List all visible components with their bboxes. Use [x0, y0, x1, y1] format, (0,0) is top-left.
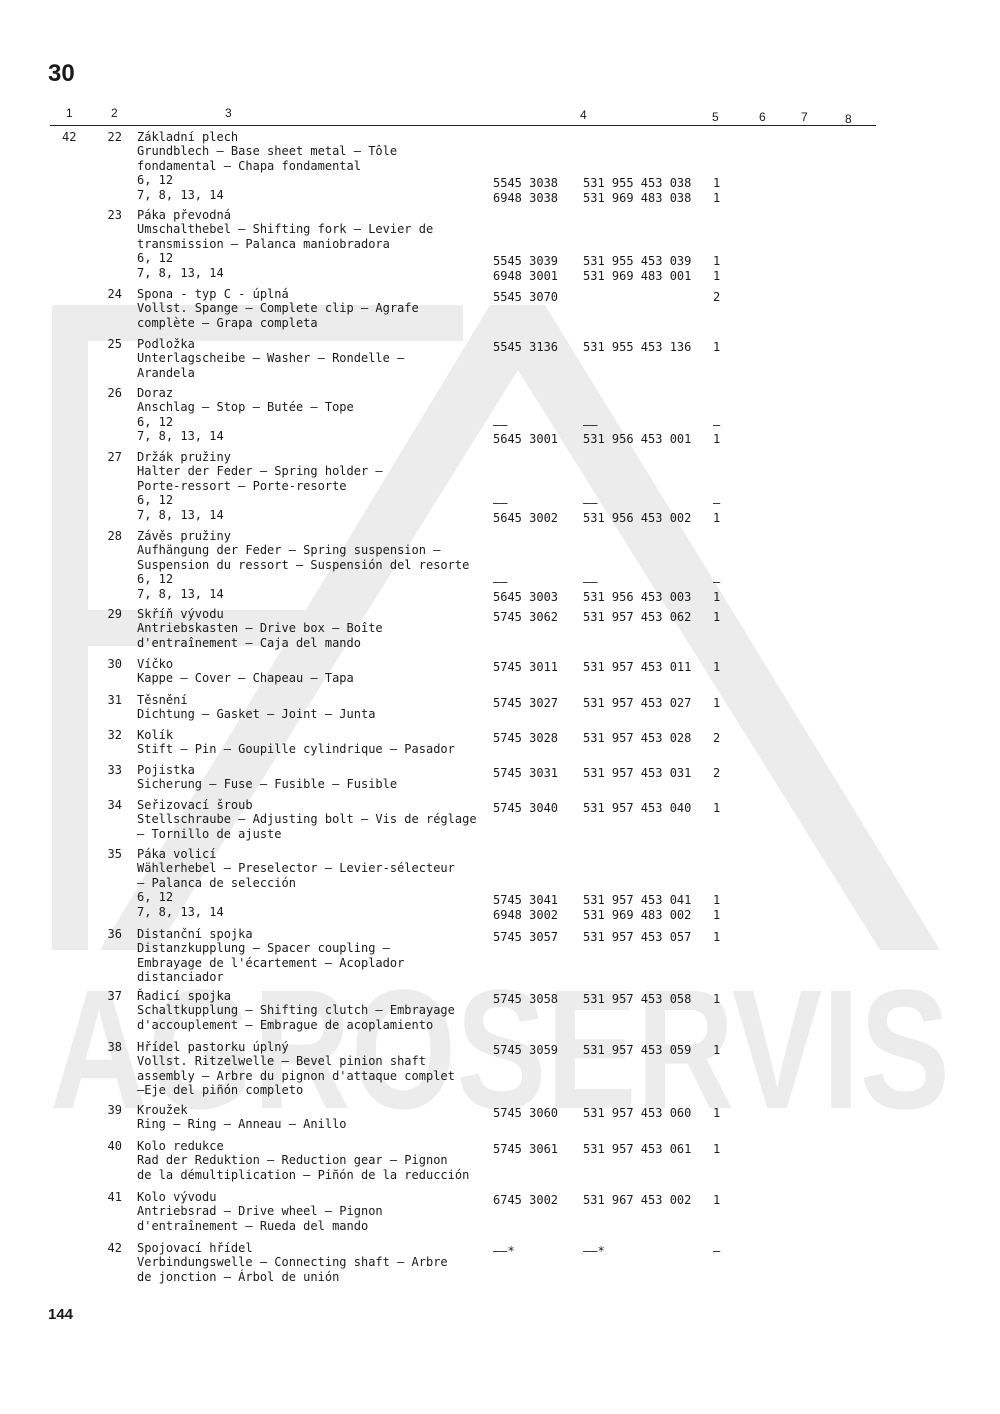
- position-number: 41: [107, 1190, 122, 1204]
- part-number-4: 5545 3038: [493, 176, 559, 191]
- part-description-line: Kappe — Cover — Chapeau — Tapa: [137, 671, 354, 686]
- quantity: 1: [713, 696, 721, 710]
- quantity: 1: [713, 190, 721, 205]
- position-number: 31: [107, 693, 122, 707]
- part-description-line: Vollst. Spange — Complete clip — Agrafe: [137, 301, 419, 316]
- part-number-catalog: 531 957 453 040: [583, 801, 692, 815]
- part-name: Držák pružiny: [137, 450, 231, 464]
- part-number-4: 5745 3059: [493, 1043, 559, 1057]
- part-name: Řadicí spojka: [137, 989, 231, 1003]
- part-description-line: Halter der Feder — Spring holder —: [137, 464, 383, 479]
- column-header-6: 6: [759, 110, 766, 124]
- part-name: Kolík: [137, 728, 174, 742]
- part-name: Závěs pružiny: [137, 529, 231, 543]
- quantity: —: [713, 1244, 721, 1258]
- part-name: Kolo redukce: [137, 1139, 224, 1153]
- part-description-line: fondamental — Chapa fondamental: [137, 158, 361, 173]
- part-number-catalog: 531 957 453 057: [583, 930, 692, 944]
- part-number-4: 5545 3039: [493, 254, 559, 269]
- quantity: 1: [713, 1193, 721, 1207]
- part-description-line: transmission — Palanca maniobradora: [137, 236, 390, 251]
- position-number: 33: [107, 763, 122, 777]
- part-description-line: 7, 8, 13, 14: [137, 586, 224, 601]
- part-description-line: complète — Grapa completa: [137, 315, 318, 330]
- part-description-line: Stellschraube — Adjusting bolt — Vis de réglage: [137, 812, 477, 827]
- section-number: 30: [48, 60, 75, 87]
- part-number-catalog: 531 956 453 001: [583, 432, 692, 447]
- part-number-catalog: 531 967 453 002: [583, 1193, 692, 1207]
- column-header-4: 4: [580, 108, 587, 122]
- page-number: 144: [48, 1306, 74, 1323]
- quantity: 1: [713, 268, 721, 283]
- part-number-4: 5745 3027: [493, 696, 559, 710]
- part-description-line: Dichtung — Gasket — Joint — Junta: [137, 707, 376, 722]
- part-number-catalog: 531 957 453 027: [583, 696, 692, 710]
- position-number: 29: [107, 607, 122, 621]
- column-header-7: 7: [801, 110, 808, 124]
- part-description-line: d'accouplement — Embrague de acoplamiento: [137, 1017, 434, 1032]
- part-description-line: 6, 12: [137, 173, 174, 188]
- part-description-line: 7, 8, 13, 14: [137, 904, 224, 919]
- part-name: Základní plech: [137, 130, 239, 144]
- part-number-catalog: ——: [583, 575, 598, 590]
- part-number-4: 5645 3003: [493, 589, 559, 604]
- part-description-line: 7, 8, 13, 14: [137, 507, 224, 522]
- part-number-4: 5645 3001: [493, 432, 559, 447]
- part-description-line: 7, 8, 13, 14: [137, 187, 224, 202]
- part-number-4: 5745 3040: [493, 801, 559, 815]
- position-number: 37: [107, 989, 122, 1003]
- part-number-catalog: 531 956 453 003: [583, 589, 692, 604]
- part-description-line: 6, 12: [137, 572, 174, 587]
- position-number: 22: [107, 130, 122, 144]
- part-description-line: Embrayage de l'écartement — Acoplador: [137, 955, 405, 970]
- part-description-line: 6, 12: [137, 414, 174, 429]
- quantity: 1: [713, 510, 721, 525]
- part-number-catalog: 531 957 453 059: [583, 1043, 692, 1057]
- position-number: 24: [107, 287, 122, 301]
- quantity: 1: [713, 1043, 721, 1057]
- column-header-3: 3: [225, 106, 232, 120]
- part-name: Podložka: [137, 337, 195, 351]
- part-description-line: Rad der Reduktion — Reduction gear — Pignon: [137, 1153, 448, 1168]
- part-number-catalog: 531 957 453 062: [583, 610, 692, 624]
- quantity: 1: [713, 801, 721, 815]
- part-description-line: Anschlag — Stop — Butée — Tope: [137, 400, 354, 415]
- part-number-catalog: 531 957 453 031: [583, 766, 692, 780]
- part-number-4: ——: [493, 496, 508, 511]
- column-header-5: 5: [712, 110, 719, 124]
- quantity: 1: [713, 660, 721, 674]
- part-number-catalog: 531 955 453 038: [583, 176, 692, 191]
- part-number-4: 5745 3058: [493, 992, 559, 1006]
- part-number-4: 6745 3002: [493, 1193, 559, 1207]
- part-description-line: de jonction — Árbol de unión: [137, 1269, 340, 1284]
- part-number-catalog: 531 957 453 028: [583, 731, 692, 745]
- part-description-line: Grundblech — Base sheet metal — Tôle: [137, 144, 398, 159]
- part-number-4: 5745 3041: [493, 893, 559, 908]
- part-description-line: Umschalthebel — Shifting fork — Levier de: [137, 222, 434, 237]
- part-name: Seřizovací šroub: [137, 798, 253, 812]
- part-description-line: d'entraînement — Caja del mando: [137, 635, 361, 650]
- part-description-line: 7, 8, 13, 14: [137, 429, 224, 444]
- part-number-catalog: 531 955 453 136: [583, 340, 692, 354]
- part-description-line: Ring — Ring — Anneau — Anillo: [137, 1117, 347, 1132]
- part-name: Víčko: [137, 657, 174, 671]
- part-name: Páka volicí: [137, 847, 217, 861]
- part-number-catalog: 531 969 483 002: [583, 907, 692, 922]
- part-description-line: Stift — Pin — Goupille cylindrique — Pasador: [137, 742, 455, 757]
- part-description-line: Sicherung — Fuse — Fusible — Fusible: [137, 777, 398, 792]
- part-name: Kroužek: [137, 1103, 188, 1117]
- part-name: Hřídel pastorku úplný: [137, 1040, 289, 1054]
- part-number-4: ——*: [493, 1244, 515, 1258]
- part-name: Spona - typ C - úplná: [137, 287, 289, 301]
- part-name: Páka převodná: [137, 208, 231, 222]
- part-number-catalog: ——: [583, 417, 598, 432]
- quantity: 1: [713, 992, 721, 1006]
- part-number-4: 6948 3002: [493, 907, 559, 922]
- watermark-text: AGROSERVIS: [50, 955, 950, 1145]
- part-number-catalog: 531 957 453 041: [583, 893, 692, 908]
- header-rule: [50, 125, 876, 126]
- part-description-line: de la démultiplication — Piñón de la reducción: [137, 1167, 470, 1182]
- part-name: Kolo vývodu: [137, 1190, 217, 1204]
- part-number-4: 5545 3070: [493, 290, 559, 304]
- part-number-catalog: 531 957 453 011: [583, 660, 692, 674]
- part-name: Spojovací hřídel: [137, 1241, 253, 1255]
- part-description-line: Aufhängung der Feder — Spring suspension —: [137, 543, 441, 558]
- quantity: 2: [713, 731, 721, 745]
- part-description-line: 6, 12: [137, 493, 174, 508]
- position-number: 34: [107, 798, 122, 812]
- part-number-catalog: 531 955 453 039: [583, 254, 692, 269]
- part-description-line: 6, 12: [137, 251, 174, 266]
- part-number-catalog: 531 969 483 038: [583, 190, 692, 205]
- quantity: 1: [713, 1142, 721, 1156]
- part-number-catalog: ——*: [583, 1244, 605, 1258]
- group-number: 42: [62, 130, 77, 144]
- quantity: 2: [713, 290, 721, 304]
- part-name: Těsnění: [137, 693, 188, 707]
- quantity: 1: [713, 893, 721, 908]
- part-description-line: assembly — Arbre du pignon d'attaque complet: [137, 1068, 455, 1083]
- position-number: 23: [107, 208, 122, 222]
- part-number-4: 5745 3060: [493, 1106, 559, 1120]
- quantity: —: [713, 575, 721, 590]
- part-description-line: Antriebsrad — Drive wheel — Pignon: [137, 1204, 383, 1219]
- part-number-4: 5745 3057: [493, 930, 559, 944]
- part-name: Pojistka: [137, 763, 195, 777]
- part-number-4: ——: [493, 417, 508, 432]
- part-description-line: d'entraînement — Rueda del mando: [137, 1218, 369, 1233]
- part-description-line: — Tornillo de ajuste: [137, 826, 282, 841]
- part-number-catalog: 531 957 453 060: [583, 1106, 692, 1120]
- part-name: Doraz: [137, 386, 174, 400]
- quantity: 1: [713, 254, 721, 269]
- part-number-4: 6948 3038: [493, 190, 559, 205]
- part-description-line: —Eje del piñón completo: [137, 1083, 304, 1098]
- position-number: 26: [107, 386, 122, 400]
- quantity: 1: [713, 930, 721, 944]
- part-description-line: Schaltkupplung — Shifting clutch — Embrayage: [137, 1003, 455, 1018]
- part-number-4: 5745 3031: [493, 766, 559, 780]
- part-number-4: 6948 3001: [493, 268, 559, 283]
- column-header-1: 1: [66, 106, 73, 120]
- column-header-2: 2: [111, 106, 118, 120]
- part-description-line: Porte-ressort — Porte-resorte: [137, 478, 347, 493]
- part-number-catalog: 531 957 453 058: [583, 992, 692, 1006]
- part-description-line: Unterlagscheibe — Washer — Rondelle —: [137, 351, 405, 366]
- part-description-line: Verbindungswelle — Connecting shaft — Arbre: [137, 1255, 448, 1270]
- part-number-4: 5745 3028: [493, 731, 559, 745]
- part-description-line: distanciador: [137, 970, 224, 985]
- part-description-line: Wählerhebel — Preselector — Levier-sélecteur: [137, 861, 455, 876]
- part-number-4: ——: [493, 575, 508, 590]
- part-description-line: Antriebskasten — Drive box — Boîte: [137, 621, 383, 636]
- part-number-catalog: ——: [583, 496, 598, 511]
- quantity: 2: [713, 766, 721, 780]
- part-number-4: 5645 3002: [493, 510, 559, 525]
- part-number-4: 5745 3062: [493, 610, 559, 624]
- part-name: Skříň vývodu: [137, 607, 224, 621]
- position-number: 39: [107, 1103, 122, 1117]
- quantity: 1: [713, 340, 721, 354]
- position-number: 36: [107, 927, 122, 941]
- part-description-line: 6, 12: [137, 890, 174, 905]
- part-number-4: 5745 3011: [493, 660, 559, 674]
- quantity: 1: [713, 907, 721, 922]
- part-description-line: 7, 8, 13, 14: [137, 265, 224, 280]
- quantity: 1: [713, 176, 721, 191]
- position-number: 38: [107, 1040, 122, 1054]
- quantity: 1: [713, 1106, 721, 1120]
- part-description-line: Suspension du ressort — Suspensión del resorte: [137, 557, 470, 572]
- quantity: —: [713, 417, 721, 432]
- part-number-4: 5745 3061: [493, 1142, 559, 1156]
- position-number: 27: [107, 450, 122, 464]
- position-number: 25: [107, 337, 122, 351]
- part-name: Distanční spojka: [137, 927, 253, 941]
- part-number-catalog: 531 956 453 002: [583, 510, 692, 525]
- quantity: 1: [713, 610, 721, 624]
- column-header-8: 8: [845, 112, 852, 126]
- part-description-line: Distanzkupplung — Spacer coupling —: [137, 941, 390, 956]
- position-number: 35: [107, 847, 122, 861]
- part-number-catalog: 531 957 453 061: [583, 1142, 692, 1156]
- quantity: 1: [713, 432, 721, 447]
- position-number: 42: [107, 1241, 122, 1255]
- quantity: —: [713, 496, 721, 511]
- quantity: 1: [713, 589, 721, 604]
- part-number-4: 5545 3136: [493, 340, 559, 354]
- part-description-line: Arandela: [137, 365, 195, 380]
- part-number-catalog: 531 969 483 001: [583, 268, 692, 283]
- position-number: 28: [107, 529, 122, 543]
- position-number: 30: [107, 657, 122, 671]
- part-description-line: — Palanca de selección: [137, 875, 296, 890]
- part-description-line: Vollst. Ritzelwelle — Bevel pinion shaft: [137, 1054, 426, 1069]
- position-number: 40: [107, 1139, 122, 1153]
- position-number: 32: [107, 728, 122, 742]
